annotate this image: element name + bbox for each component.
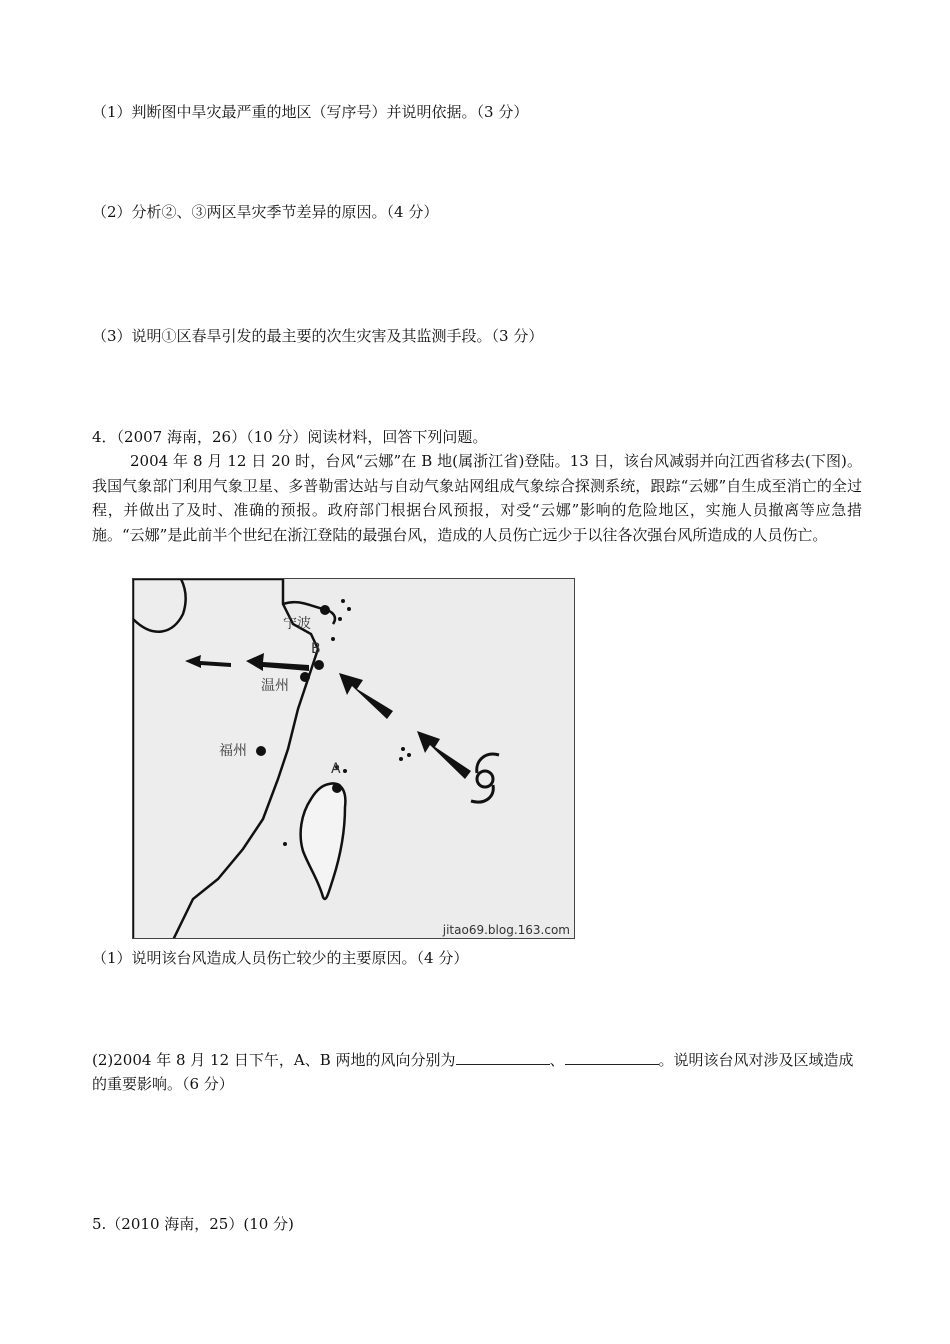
q4-part2-line2: 的重要影响。（6 分） (92, 1075, 234, 1093)
typhoon-map (132, 578, 575, 939)
q4-part1: （1）说明该台风造成人员伤亡较少的主要原因。（4 分） (92, 949, 469, 967)
q4-heading: 4．（2007 海南，26）（10 分）阅读材料，回答下列问题。 (92, 428, 488, 446)
q4-part2-pre: (2)2004 年 8 月 12 日下午，A、B 两地的风向分别为 (92, 1051, 456, 1069)
a-dot (332, 783, 342, 793)
ningbo-dot (320, 605, 330, 615)
island (343, 769, 347, 773)
island (338, 617, 342, 621)
map-label-b: B (311, 641, 321, 657)
q4-material-text: 2004 年 8 月 12 日 20 时，台风“云娜”在 B 地(属浙江省)登陆。13 日，该台风减弱并向江西省移去(下图)。我国气象部门利用气象卫星、多普勒雷达站与自动气象站网组成气象综合探测系统，跟踪“云娜”自生成至消亡的全过程，并做出了及时、准确的预报。政府部门根据台风预报，对受“云娜”影响的危险地区，实施人员撤离等应急措施。“云娜”是此前半个世纪在浙江登陆的最强台风，造成的人员伤亡远少于以往各次强台风所造成的人员伤亡。 (92, 452, 862, 544)
map-watermark: jitao69.blog.163.com (442, 923, 570, 937)
b-dot (314, 660, 324, 670)
map-label-wenzhou: 温州 (261, 678, 289, 694)
q4-part2-sep: 、 (549, 1051, 565, 1069)
island (283, 842, 287, 846)
q3-part3: （3）说明①区春旱引发的最主要的次生灾害及其监测手段。（3 分） (92, 327, 544, 345)
fuzhou-dot (256, 746, 266, 756)
island (341, 599, 345, 603)
q5-heading: 5.（2010 海南，25）(10 分) (92, 1215, 294, 1233)
q4-part2-line1 (92, 1049, 854, 1071)
map-graphic (133, 579, 575, 939)
island (407, 753, 411, 757)
q3-part1: （1）判断图中旱灾最严重的地区（写序号）并说明依据。（3 分） (92, 103, 529, 121)
island (347, 607, 351, 611)
q4-material (92, 449, 862, 547)
map-label-a: A (331, 761, 341, 777)
wenzhou-dot (300, 672, 310, 682)
q4-part2-post: 。说明该台风对涉及区域造成 (658, 1051, 854, 1069)
island (401, 747, 405, 751)
map-label-fuzhou: 福州 (219, 743, 247, 759)
map-label-ningbo: 宁波 (283, 616, 311, 632)
island (399, 757, 403, 761)
answer-blank-b (565, 1049, 659, 1065)
answer-blank-a (456, 1049, 550, 1065)
island (331, 637, 335, 641)
q3-part2: （2）分析②、③两区旱灾季节差异的原因。（4 分） (92, 203, 439, 221)
